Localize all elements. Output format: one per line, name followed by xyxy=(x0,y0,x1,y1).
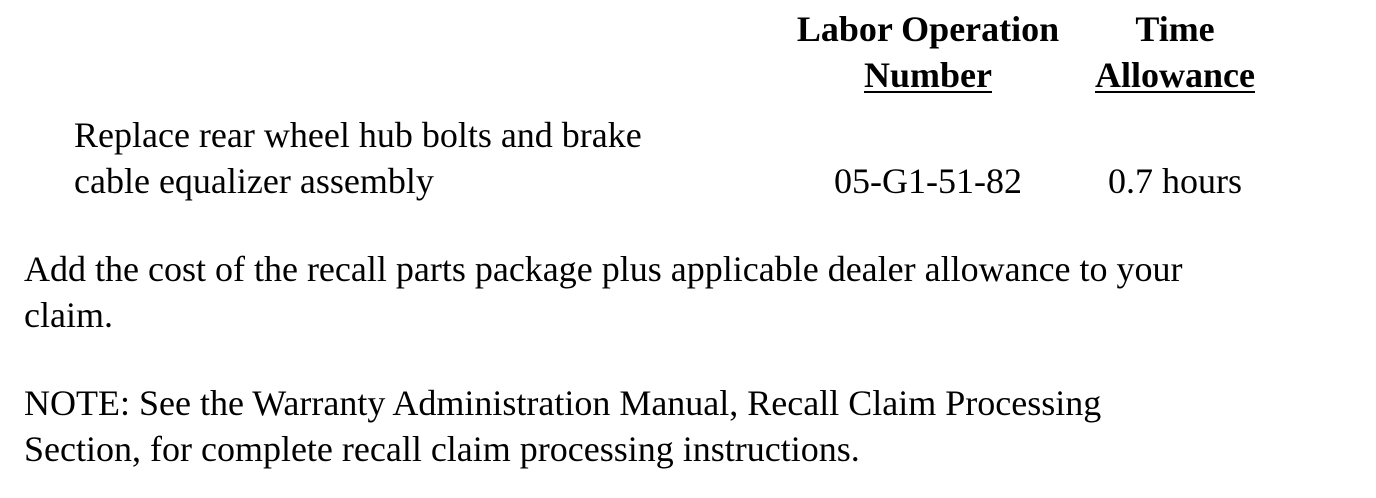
labor-operation-header-line1: Labor Operation xyxy=(796,9,1060,49)
note-paragraph-line1: NOTE: See the Warranty Administration Manual, Recall Claim Processing xyxy=(24,383,1102,423)
cost-paragraph xyxy=(24,246,1183,338)
time-allowance-header-line2 xyxy=(1070,52,1280,98)
note-paragraph xyxy=(24,380,1101,472)
cost-paragraph-line2: claim. xyxy=(24,295,113,335)
note-paragraph-line2: Section, for complete recall claim processing instructions. xyxy=(24,429,860,469)
cost-paragraph-line1: Add the cost of the recall parts package plus applicable dealer allowance to your xyxy=(24,249,1183,289)
operation-description xyxy=(74,112,642,204)
time-allowance-header-line1: Time xyxy=(1135,9,1215,49)
time-allowance-header xyxy=(1070,6,1280,98)
operation-description-line2: cable equalizer assembly xyxy=(74,161,434,201)
operation-description-line1: Replace rear wheel hub bolts and brake xyxy=(74,115,642,155)
time-allowance-value: 0.7 hours xyxy=(1108,161,1242,201)
labor-operation-header-number: Number xyxy=(864,55,992,95)
labor-operation-number: 05-G1-51-82 xyxy=(834,161,1022,201)
labor-operation-header xyxy=(760,6,1096,98)
time-allowance-header-allowance: Allowance xyxy=(1095,55,1255,95)
labor-operation-header-line2 xyxy=(760,52,1096,98)
